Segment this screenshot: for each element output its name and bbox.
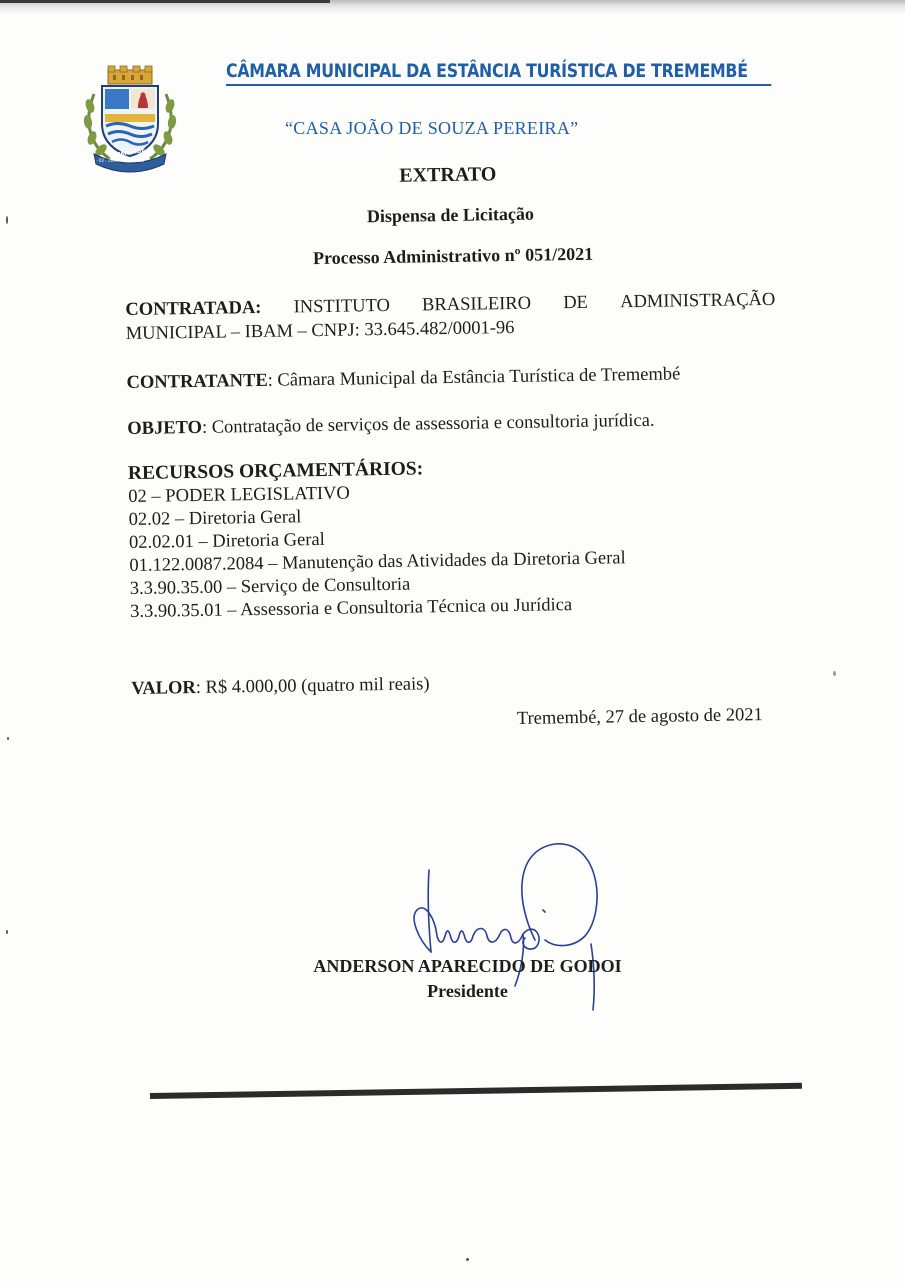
process-number: Processo Administrativo nº 051/2021 <box>312 243 594 269</box>
recursos-label: RECURSOS ORÇAMENTÁRIOS: <box>127 458 424 485</box>
contratante-value: : Câmara Municipal da Estância Turística de Tremembé <box>267 364 681 391</box>
recursos-item: 02.02 – Diretoria Geral <box>128 507 302 531</box>
crest-ribbon-text: TREMEMBÉ <box>107 146 146 161</box>
signatory-name: ANDERSON APARECIDO DE GODOI <box>313 956 622 976</box>
contratada-line-2: MUNICIPAL – IBAM – CNPJ: 33.645.482/0001-96 <box>125 317 515 345</box>
contratada-word: DE <box>563 292 589 314</box>
valor-label: VALOR <box>131 678 196 700</box>
scan-speck <box>6 930 8 934</box>
institution-subtitle: “CASA JOÃO DE SOUZA PEREIRA” <box>285 118 579 138</box>
document-heading: EXTRATO <box>399 163 497 187</box>
contratada-section <box>125 288 776 346</box>
objeto-value: : Contratação de serviços de assessoria e consultoria jurídica. <box>201 410 655 438</box>
scan-speck <box>7 737 9 740</box>
scan-speck <box>466 1258 469 1261</box>
valor-section <box>131 667 781 701</box>
institution-title: CÂMARA MUNICIPAL DA ESTÂNCIA TURÍSTICA DE TREMEMBÉ <box>226 58 771 86</box>
objeto-label: OBJETO <box>127 417 203 440</box>
contratante-label: CONTRATANTE <box>126 370 268 394</box>
contratada-word: BRASILEIRO <box>421 293 532 316</box>
valor-value: : R$ 4.000,00 (quatro mil reais) <box>195 674 430 699</box>
recursos-item: 3.3.90.35.01 – Assessoria e Consultoria Técnica ou Jurídica <box>129 595 573 623</box>
objeto-section <box>127 407 777 441</box>
recursos-item: 02.02.01 – Diretoria Geral <box>128 529 325 554</box>
crest-ribbon-dates: 26 · 02 · 1896 · 1º · 11 · 21 <box>90 158 145 163</box>
document-subheading: Dispensa de Licitação <box>366 203 535 227</box>
contratada-label: CONTRATADA: <box>125 297 262 321</box>
contratada-word: INSTITUTO <box>293 295 391 318</box>
scan-speck <box>833 671 836 676</box>
contratante-section <box>126 361 776 395</box>
place-date: Tremembé, 27 de agosto de 2021 <box>516 705 763 729</box>
contratada-word: ADMINISTRAÇÃO <box>619 289 776 313</box>
recursos-section <box>128 452 780 624</box>
signatory-role: Presidente <box>427 981 508 1001</box>
recursos-item: 3.3.90.35.00 – Serviço de Consultoria <box>129 574 411 600</box>
scan-speck <box>6 216 8 224</box>
recursos-item: 01.122.0087.2084 – Manutenção das Atividades da Diretoria Geral <box>129 548 626 577</box>
recursos-item: 02 – PODER LEGISLATIVO <box>128 483 350 508</box>
